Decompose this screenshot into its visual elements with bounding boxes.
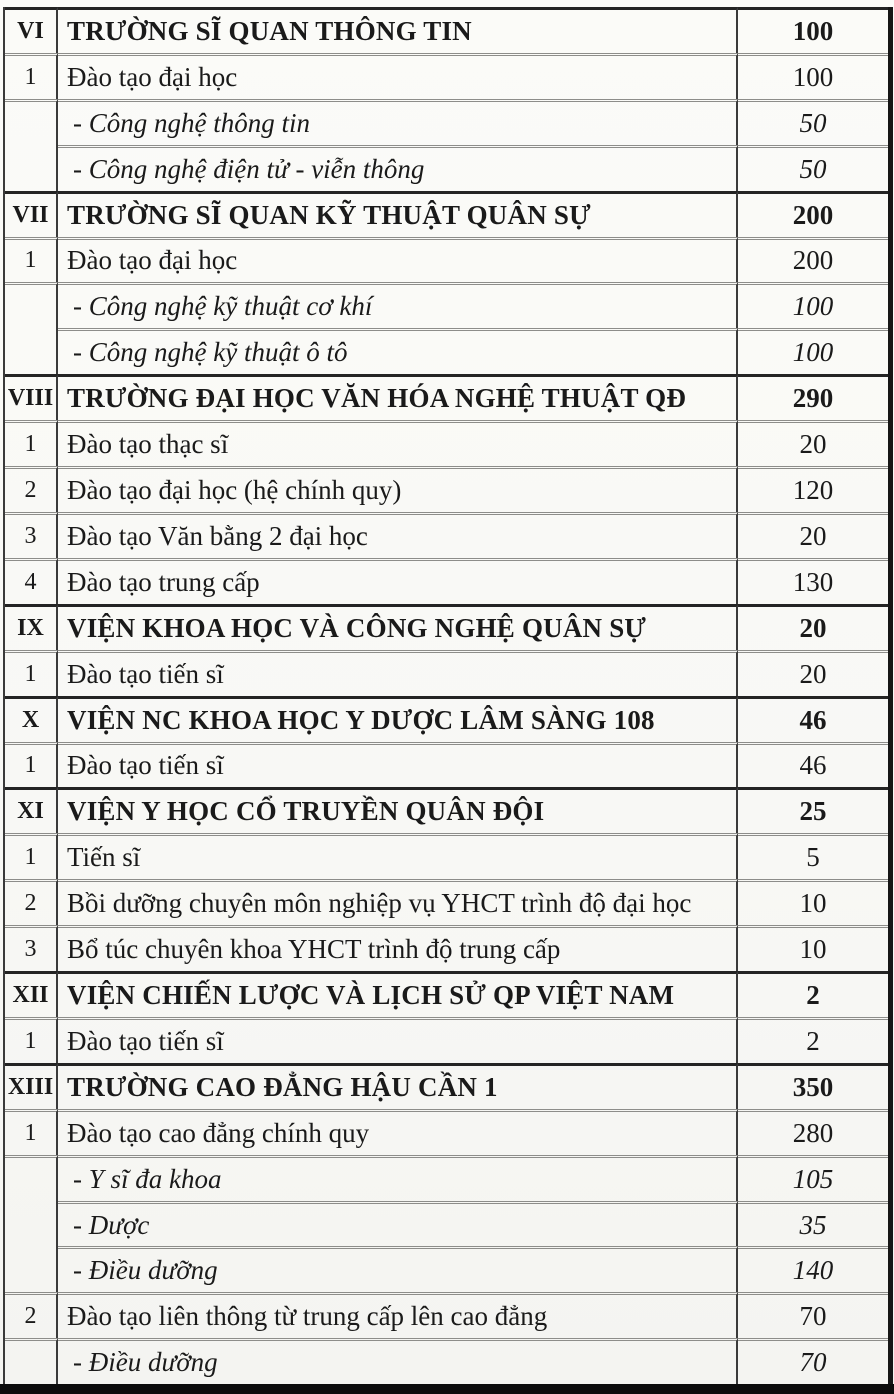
row-quota-cell: 100 [738,53,888,99]
row-label-cell: VIỆN CHIẾN LƯỢC VÀ LỊCH SỬ QP VIỆT NAM [58,971,738,1017]
row-quota-cell: 35 [738,1201,888,1247]
row-quota-cell: 140 [738,1246,888,1292]
row-label-cell: - Công nghệ kỹ thuật ô tô [58,328,738,374]
table-row [5,145,888,191]
table-row [5,696,888,742]
table-row [5,925,888,971]
row-index-cell: 1 [5,833,58,879]
row-index-cell [5,328,58,374]
row-quota-cell: 46 [738,696,888,742]
row-label-cell: VIỆN Y HỌC CỔ TRUYỀN QUÂN ĐỘI [58,787,738,833]
table-row [5,191,888,237]
table-row [5,604,888,650]
row-index-cell: XI [5,787,58,833]
row-index-cell: XII [5,971,58,1017]
row-quota-cell: 25 [738,787,888,833]
row-label-cell: VIỆN KHOA HỌC VÀ CÔNG NGHỆ QUÂN SỰ [58,604,738,650]
row-quota-cell: 20 [738,650,888,696]
row-index-cell: 2 [5,1292,58,1338]
row-label-cell: Đào tạo cao đẳng chính quy [58,1109,738,1155]
row-quota-cell: 350 [738,1063,888,1109]
row-index-cell [5,1338,58,1384]
row-quota-cell: 100 [738,328,888,374]
row-quota-cell: 200 [738,237,888,283]
row-label-cell: - Điều dưỡng [58,1338,738,1384]
row-index-cell: 1 [5,1109,58,1155]
row-label-cell: - Dược [58,1201,738,1247]
row-index-cell: 1 [5,420,58,466]
row-index-cell: VIII [5,374,58,420]
row-quota-cell: 100 [738,7,888,53]
row-quota-cell: 200 [738,191,888,237]
row-quota-cell: 20 [738,420,888,466]
row-label-cell: Đào tạo tiến sĩ [58,650,738,696]
row-index-cell: 1 [5,53,58,99]
row-label-cell: - Công nghệ kỹ thuật cơ khí [58,282,738,328]
table-row [5,742,888,788]
table-row [5,1017,888,1063]
row-label-cell: TRƯỜNG ĐẠI HỌC VĂN HÓA NGHỆ THUẬT QĐ [58,374,738,420]
table-row [5,1063,888,1109]
row-index-cell: 1 [5,1017,58,1063]
row-index-cell: 1 [5,650,58,696]
row-quota-cell: 2 [738,1017,888,1063]
table-row [5,1155,888,1201]
row-quota-cell: 50 [738,145,888,191]
row-label-cell: VIỆN NC KHOA HỌC Y DƯỢC LÂM SÀNG 108 [58,696,738,742]
row-quota-cell: 46 [738,742,888,788]
row-quota-cell: 20 [738,512,888,558]
table-row [5,420,888,466]
row-index-cell: VI [5,7,58,53]
table-row [5,374,888,420]
row-index-cell [5,1201,58,1247]
table-row [5,971,888,1017]
row-label-cell: Đào tạo liên thông từ trung cấp lên cao đẳng [58,1292,738,1338]
row-label-cell: Đào tạo Văn bằng 2 đại học [58,512,738,558]
row-quota-cell: 100 [738,282,888,328]
row-quota-cell: 20 [738,604,888,650]
table-row [5,558,888,604]
table-row [5,512,888,558]
row-label-cell: Đào tạo đại học [58,53,738,99]
row-index-cell: X [5,696,58,742]
row-index-cell: XIII [5,1063,58,1109]
row-label-cell: TRƯỜNG SĨ QUAN KỸ THUẬT QUÂN SỰ [58,191,738,237]
table-row [5,237,888,283]
row-quota-cell: 10 [738,879,888,925]
table-row [5,1338,888,1384]
table-row [5,1201,888,1247]
table-row [5,879,888,925]
row-quota-cell: 50 [738,99,888,145]
table-row [5,1292,888,1338]
table-row [5,1246,888,1292]
row-index-cell: VII [5,191,58,237]
row-index-cell: 1 [5,237,58,283]
row-index-cell: 1 [5,742,58,788]
row-label-cell: Đào tạo tiến sĩ [58,742,738,788]
row-label-cell: Đào tạo tiến sĩ [58,1017,738,1063]
row-quota-cell: 70 [738,1292,888,1338]
row-quota-cell: 130 [738,558,888,604]
row-quota-cell: 70 [738,1338,888,1384]
row-label-cell: - Công nghệ thông tin [58,99,738,145]
row-index-cell: 4 [5,558,58,604]
table-row [5,650,888,696]
row-label-cell: Đào tạo đại học [58,237,738,283]
row-quota-cell: 2 [738,971,888,1017]
row-label-cell: Đào tạo trung cấp [58,558,738,604]
table-row [5,466,888,512]
row-index-cell [5,282,58,328]
row-label-cell: - Y sĩ đa khoa [58,1155,738,1201]
row-label-cell: - Công nghệ điện tử - viễn thông [58,145,738,191]
quota-table [3,7,893,1384]
row-quota-cell: 280 [738,1109,888,1155]
bottom-scan-bar [0,1384,894,1394]
row-label-cell: TRƯỜNG CAO ĐẲNG HẬU CẦN 1 [58,1063,738,1109]
table-row [5,787,888,833]
table-row [5,99,888,145]
row-label-cell: Tiến sĩ [58,833,738,879]
row-label-cell: - Điều dưỡng [58,1246,738,1292]
table-row [5,282,888,328]
table-row [5,7,888,53]
row-quota-cell: 105 [738,1155,888,1201]
table-row [5,1109,888,1155]
row-quota-cell: 5 [738,833,888,879]
row-quota-cell: 10 [738,925,888,971]
row-index-cell [5,99,58,145]
row-index-cell [5,1246,58,1292]
table-row [5,833,888,879]
row-quota-cell: 120 [738,466,888,512]
row-label-cell: TRƯỜNG SĨ QUAN THÔNG TIN [58,7,738,53]
row-index-cell: IX [5,604,58,650]
row-label-cell: Đào tạo thạc sĩ [58,420,738,466]
table-row [5,53,888,99]
row-quota-cell: 290 [738,374,888,420]
row-index-cell: 3 [5,512,58,558]
row-index-cell: 2 [5,466,58,512]
row-label-cell: Bồi dưỡng chuyên môn nghiệp vụ YHCT trình độ đại học [58,879,738,925]
row-label-cell: Đào tạo đại học (hệ chính quy) [58,466,738,512]
table-row [5,328,888,374]
row-index-cell [5,145,58,191]
row-label-cell: Bổ túc chuyên khoa YHCT trình độ trung cấp [58,925,738,971]
row-index-cell: 3 [5,925,58,971]
row-index-cell: 2 [5,879,58,925]
row-index-cell [5,1155,58,1201]
